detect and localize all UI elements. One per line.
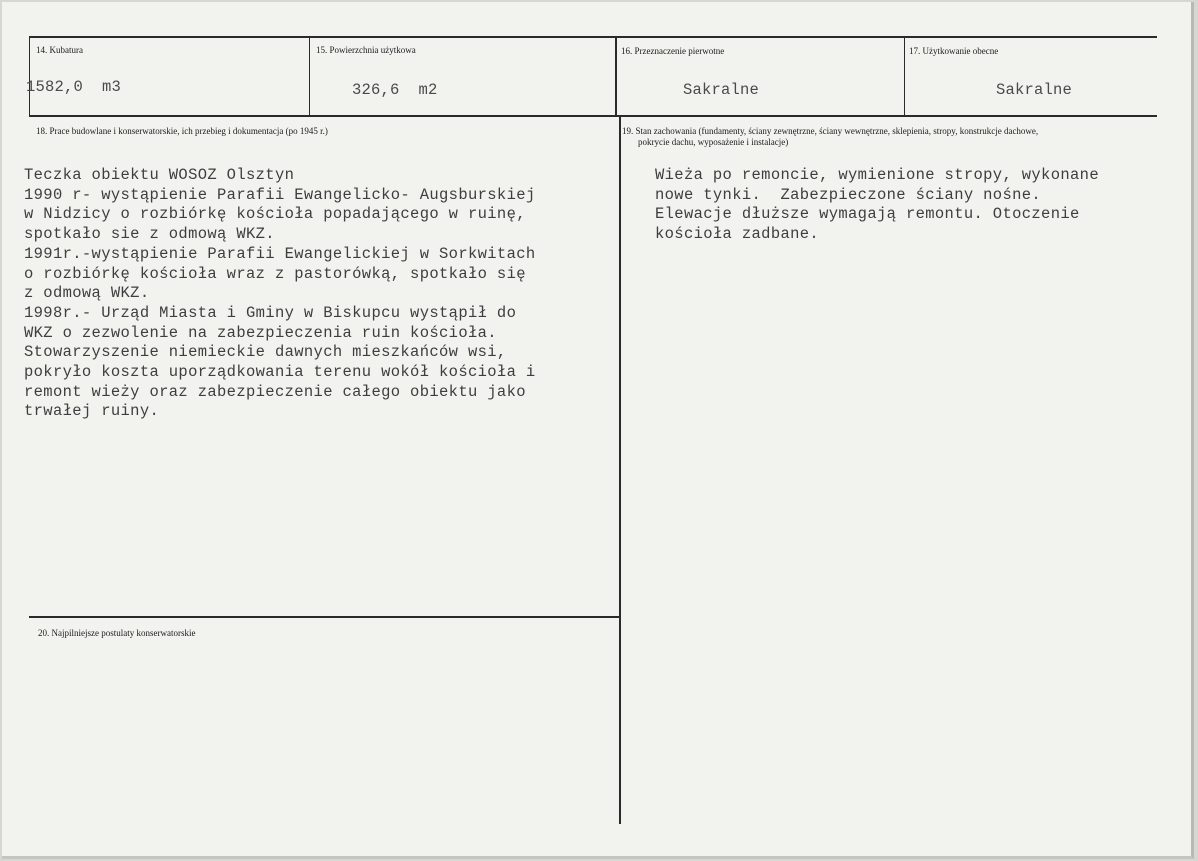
uzytkowanie-value: Sakralne [996, 81, 1073, 99]
text-line: Elewacje dłuższe wymagają remontu. Otoczenie [655, 205, 1080, 224]
powierzchnia-value: 326,6 m2 [352, 81, 438, 99]
kubatura-value: 1582,0 m3 [26, 78, 122, 96]
divider-14-15 [309, 36, 310, 117]
top-border-line [29, 36, 1157, 38]
text-line: nowe tynki. Zabezpieczone ściany nośne. [655, 185, 1042, 204]
text-line: z odmową WKZ. [24, 284, 150, 303]
stan-zachowania-label-line2: pokrycie dachu, wyposażenie i instalacje) [638, 137, 789, 147]
text-line: w Nidzicy o rozbiórkę kościoła popadającego w ruinę, [24, 205, 526, 224]
text-line: 1991r.-wystąpienie Parafii Ewangelickiej w Sorkwitach [24, 244, 536, 263]
center-divider-line [619, 117, 621, 824]
row1-bottom-line [29, 115, 1157, 117]
record-card [2, 2, 1194, 859]
przeznaczenie-value: Sakralne [683, 81, 760, 99]
text-line: spotkało sie z odmową WKZ. [24, 225, 275, 244]
divider-16-17 [904, 36, 905, 117]
postulaty-label: 20. Najpilniejsze postulaty konserwatorskie [38, 628, 196, 638]
stan-zachowania-text [655, 166, 1099, 245]
left-border-line [29, 36, 30, 117]
text-line: 1998r.- Urząd Miasta i Gminy w Biskupcu wystąpił do [24, 303, 517, 322]
text-line: trwałej ruiny. [24, 402, 160, 421]
uzytkowanie-label: 17. Użytkowanie obecne [909, 46, 999, 56]
text-line: WKZ o zezwolenie na zabezpieczenia ruin kościoła. [24, 323, 497, 342]
prace-budowlane-label: 18. Prace budowlane i konserwatorskie, ich przebieg i dokumentacja (po 1945 r.) [36, 126, 328, 136]
divider-15-16 [615, 36, 617, 117]
kubatura-label: 14. Kubatura [36, 45, 83, 55]
stan-zachowania-label-line1: 19. Stan zachowania (fundamenty, ściany zewnętrzne, ściany wewnętrzne, sklepienia, stropy, konstrukcje dachowe, [622, 126, 1039, 136]
powierzchnia-label: 15. Powierzchnia użytkowa [316, 45, 416, 55]
przeznaczenie-label: 16. Przeznaczenie pierwotne [621, 46, 725, 56]
row2-divider-line [29, 616, 619, 618]
text-line: kościoła zadbane. [655, 225, 820, 244]
text-line: o rozbiórkę kościoła wraz z pastorówką, spotkało się [24, 264, 526, 283]
text-line: 1990 r- wystąpienie Parafii Ewangelicko- Augsburskiej [24, 185, 536, 204]
text-line: remont wieży oraz zabezpieczenie całego obiektu jako [24, 382, 526, 401]
text-line: pokryło koszta uporządkowania terenu wokół kościoła i [24, 363, 536, 382]
text-line: Wieża po remoncie, wymienione stropy, wykonane [655, 166, 1099, 184]
prace-budowlane-text [24, 166, 536, 422]
text-line: Teczka obiektu WOSOZ Olsztyn [24, 166, 295, 184]
text-line: Stowarzyszenie niemieckie dawnych mieszkańców wsi, [24, 343, 507, 362]
